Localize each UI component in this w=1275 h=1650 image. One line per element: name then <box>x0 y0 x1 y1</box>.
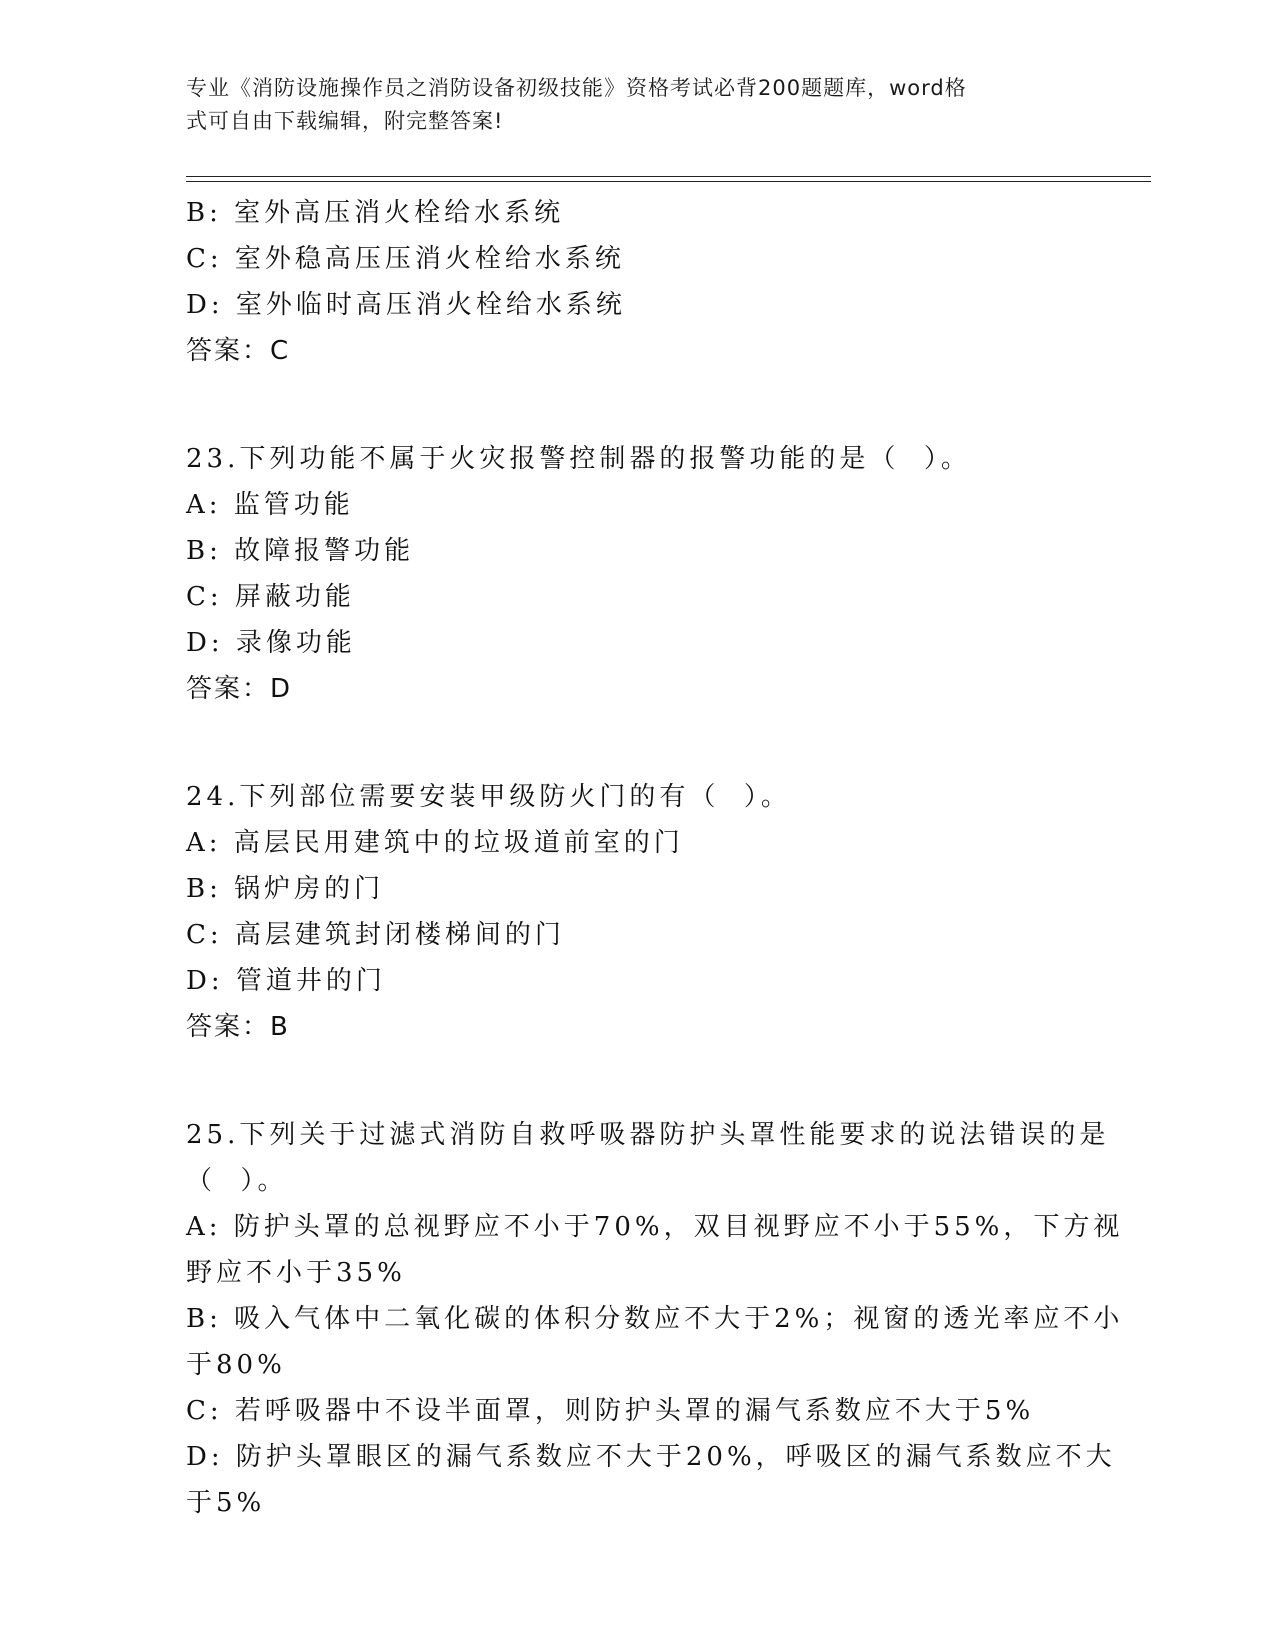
option-b: B: 故障报警功能 <box>186 536 415 566</box>
header-rule-bottom <box>186 181 1151 182</box>
question-stem: 23.下列功能不属于火灾报警控制器的报警功能的是（ ）。 <box>186 444 971 474</box>
document-header <box>186 72 1066 138</box>
option-b: B: 室外高压消火栓给水系统 <box>186 198 565 228</box>
question-25 <box>186 1112 1124 1526</box>
question-stem-line-1: 25.下列关于过滤式消防自救呼吸器防护头罩性能要求的说法错误的是 <box>186 1120 1110 1150</box>
option-d: D: 录像功能 <box>186 628 356 658</box>
option-c-line-1: C: 若呼吸器中不设半面罩，则防护头罩的漏气系数应不大于5% <box>186 1396 1035 1426</box>
header-line-2: 式可自由下载编辑，附完整答案! <box>186 109 504 133</box>
answer-line: 答案：B <box>186 1012 290 1042</box>
option-c: C: 屏蔽功能 <box>186 582 355 612</box>
option-d-line-2: 于5% <box>186 1488 266 1518</box>
option-b-line-1: B: 吸入气体中二氧化碳的体积分数应不大于2%；视窗的透光率应不小 <box>186 1304 1124 1334</box>
option-d: D: 室外临时高压消火栓给水系统 <box>186 290 626 320</box>
question-list <box>186 190 1124 1526</box>
option-b-line-2: 于80% <box>186 1350 286 1380</box>
option-a: A: 监管功能 <box>186 490 354 520</box>
option-c: C: 室外稳高压压消火栓给水系统 <box>186 244 625 274</box>
question-stem-line-2: （ ）。 <box>186 1166 288 1196</box>
header-line-1: 专业《消防设施操作员之消防设备初级技能》资格考试必背200题题库，word格 <box>186 76 967 100</box>
option-a: A: 高层民用建筑中的垃圾道前室的门 <box>186 828 684 858</box>
option-b: B: 锅炉房的门 <box>186 874 385 904</box>
answer-line: 答案：C <box>186 336 291 366</box>
answer-line: 答案：D <box>186 674 293 704</box>
question-23 <box>186 436 1086 712</box>
header-rule-top <box>186 176 1151 177</box>
option-a-line-1: A: 防护头罩的总视野应不小于70%，双目视野应不小于55%，下方视 <box>186 1212 1124 1242</box>
option-a-line-2: 野应不小于35% <box>186 1258 406 1288</box>
option-d-line-1: D: 防护头罩眼区的漏气系数应不大于20%，呼吸区的漏气系数应不大 <box>186 1442 1116 1472</box>
question-24 <box>186 774 1086 1050</box>
option-c: C: 高层建筑封闭楼梯间的门 <box>186 920 565 950</box>
question-22-continued <box>186 190 1086 374</box>
question-stem: 24.下列部位需要安装甲级防火门的有（ ）。 <box>186 782 791 812</box>
option-d: D: 管道井的门 <box>186 966 386 996</box>
